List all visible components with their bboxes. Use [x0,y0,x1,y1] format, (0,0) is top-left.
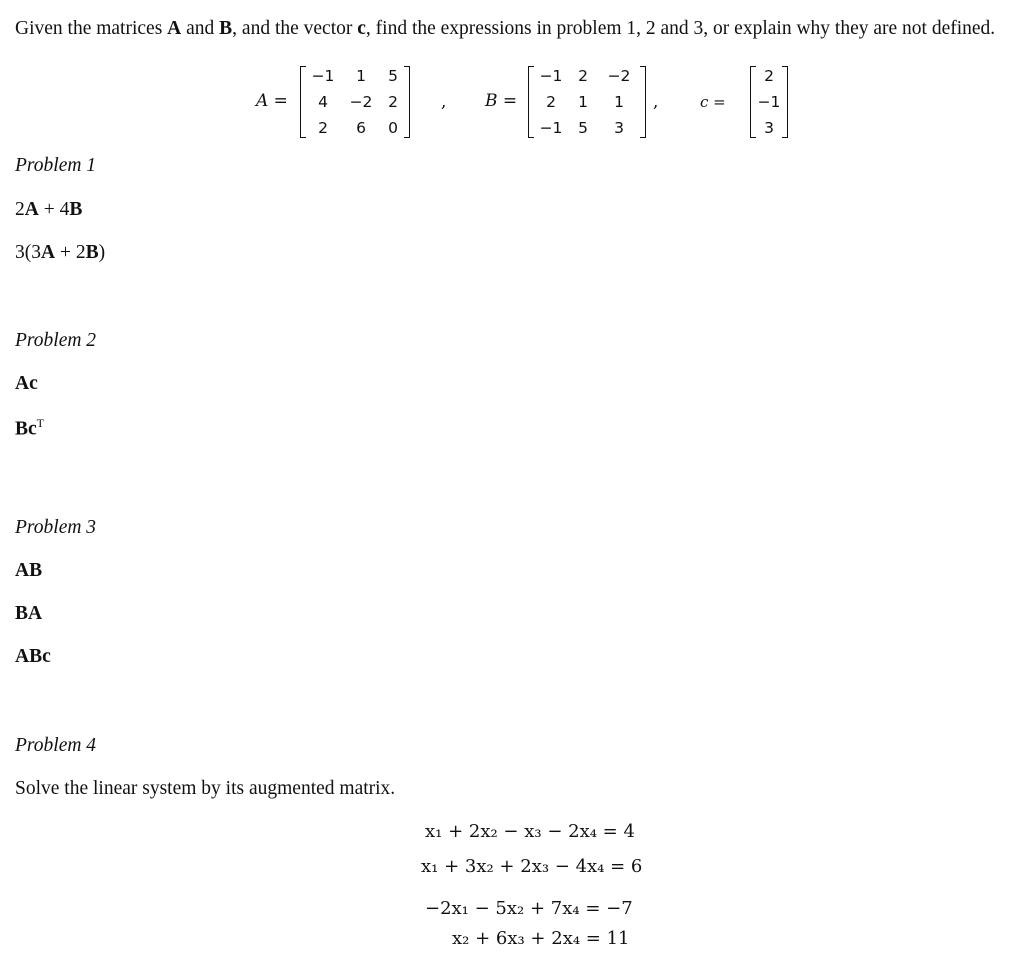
matrix-entry: 2 [578,67,588,85]
problem-4-instruction: Solve the linear system by its augmented matrix. [15,778,396,799]
matrix-entry: 2 [388,93,398,111]
intro-part: Given the matrices [15,18,168,39]
intro-part: , and the vector [232,18,358,39]
problem-3-expr-2: BA [15,603,43,624]
intro-part: and [181,18,220,39]
problem-1-expr-1 [15,199,82,221]
problem-3-expr-1: AB [15,560,43,581]
expr-part: B [69,199,83,220]
equation-3: −2x₁ − 5x₂ + 7x₄ = −7 [425,898,633,919]
vector-c-label: c = [700,93,726,111]
matrix-entry: 5 [388,67,398,85]
expr-part: Bc [15,418,37,440]
intro-text [15,15,1025,42]
matrix-b-ref: B [219,18,233,39]
expr-part: + 4 [38,199,70,220]
expr-part: B [85,242,99,263]
matrix-entry: 3 [614,119,624,137]
matrix-entry: −2 [349,93,373,111]
expr-part: ) [98,242,106,263]
matrix-b [528,64,646,140]
matrix-entry: 2 [764,67,774,85]
matrix-entry: 1 [578,93,588,111]
matrix-a [300,64,410,140]
matrix-b-label: B = [485,91,518,111]
equation-2: x₁ + 3x₂ + 2x₃ − 4x₄ = 6 [421,856,643,877]
matrix-entry: 5 [578,119,588,137]
problem-4-title: Problem 4 [15,735,97,756]
matrix-a-ref: A [167,18,182,39]
matrix-entry: 2 [318,119,328,137]
problem-3-expr-3: ABc [15,646,51,667]
matrix-entry: 3 [764,119,774,137]
matrix-entry: 4 [318,93,328,111]
vector-c-ref: c [357,18,366,39]
vector-c [750,64,788,140]
problem-2-title: Problem 2 [15,330,97,351]
expr-part: 2 [15,199,25,220]
intro-part: , find the expressions in problem 1, 2 and 3, or explain why they are not defined. [365,18,996,39]
problem-3-title: Problem 3 [15,517,97,538]
matrix-entry: −1 [539,119,563,137]
matrix-entry: −1 [757,93,781,111]
matrix-entry: 1 [356,67,366,85]
matrix-a-label: A = [256,91,288,111]
matrix-entry: −1 [539,67,563,85]
problem-2-expr-1: Ac [15,373,38,394]
problem-1-expr-2 [15,242,105,264]
matrix-entry: 6 [356,119,366,137]
matrix-entry: 1 [614,93,624,111]
equation-1: x₁ + 2x₂ − x₃ − 2x₄ = 4 [425,821,635,842]
matrix-entry: −1 [311,67,335,85]
matrix-entry: 0 [388,119,398,137]
comma: , [653,92,659,112]
expr-part: A [41,242,56,263]
problem-2-expr-2 [15,416,44,441]
transpose-superscript: T [36,416,45,430]
comma: , [441,92,447,112]
matrix-entry: 2 [546,93,556,111]
expr-part: + 2 [55,242,86,263]
matrix-entry: −2 [607,67,631,85]
expr-part: A [24,199,39,220]
equation-4: x₂ + 6x₃ + 2x₄ = 11 [452,928,630,949]
problem-1-title: Problem 1 [15,155,97,176]
expr-part: 3(3 [15,242,41,263]
